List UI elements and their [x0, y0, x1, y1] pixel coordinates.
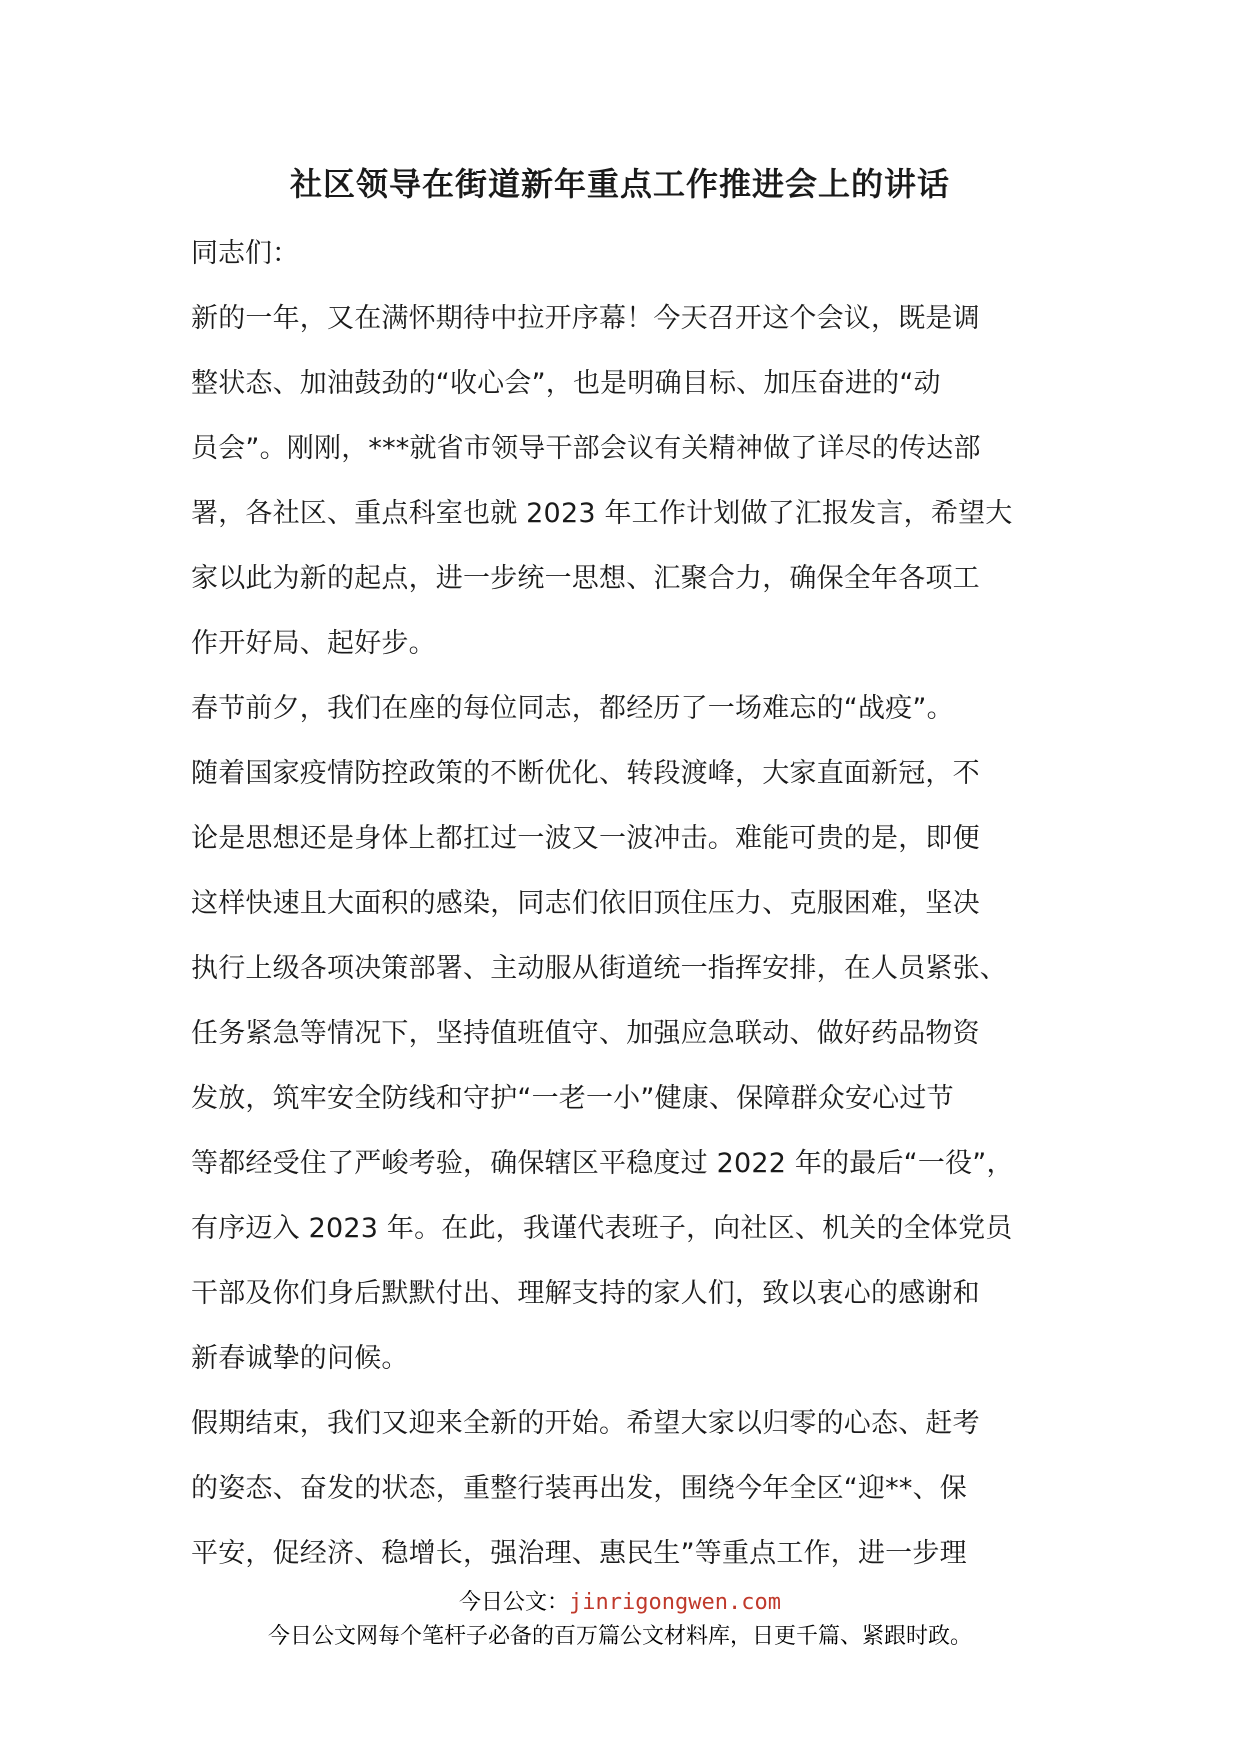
footer-site-link[interactable] [0, 1589, 1240, 1617]
body-line: 这样快速且大面积的感染，同志们依旧顶住压力、克服困难，坚决 [191, 888, 980, 919]
body-line: 家以此为新的起点，进一步统一思想、汇聚合力，确保全年各项工 [191, 563, 980, 594]
body-line: 员会”。刚刚，***就省市领导干部会议有关精神做了详尽的传达部 [191, 433, 981, 464]
body-line: 论是思想还是身体上都扛过一波又一波冲击。难能可贵的是，即便 [191, 823, 980, 854]
footer-site-label: 今日公文： [459, 1590, 570, 1615]
body-line: 干部及你们身后默默付出、理解支持的家人们，致以衷心的感谢和 [191, 1278, 980, 1309]
document-title: 社区领导在街道新年重点工作推进会上的讲话 [289, 165, 950, 203]
body-line: 假期结束，我们又迎来全新的开始。希望大家以归零的心态、赶考 [191, 1408, 980, 1439]
body-line: 的姿态、奋发的状态，重整行装再出发，围绕今年全区“迎**、保 [191, 1473, 967, 1504]
body-line: 执行上级各项决策部署、主动服从街道统一指挥安排，在人员紧张、 [191, 953, 1007, 984]
body-line: 新春诚挚的问候。 [191, 1343, 409, 1374]
body-line: 有序迈入 2023 年。在此，我谨代表班子，向社区、机关的全体党员 [191, 1213, 1013, 1244]
body-line: 整状态、加油鼓劲的“收心会”，也是明确目标、加压奋进的“动 [191, 368, 941, 399]
body-line: 发放，筑牢安全防线和守护“一老一小”健康、保障群众安心过节 [191, 1083, 954, 1114]
body-line: 作开好局、起好步。 [191, 628, 436, 659]
body-line: 新的一年，又在满怀期待中拉开序幕！今天召开这个会议，既是调 [191, 303, 980, 334]
body-line: 任务紧急等情况下，坚持值班值守、加强应急联动、做好药品物资 [191, 1018, 980, 1049]
footer-site-url[interactable]: jinrigongwen.com [569, 1590, 781, 1615]
body-line: 平安，促经济、稳增长，强治理、惠民生”等重点工作，进一步理 [191, 1538, 967, 1569]
body-line: 春节前夕，我们在座的每位同志，都经历了一场难忘的“战疫”。 [191, 693, 954, 724]
salutation: 同志们： [191, 238, 299, 269]
body-line: 署，各社区、重点科室也就 2023 年工作计划做了汇报发言，希望大 [191, 498, 1013, 529]
body-line: 等都经受住了严峻考验，确保辖区平稳度过 2022 年的最后“一役”， [191, 1148, 1014, 1179]
body-line: 随着国家疫情防控政策的不断优化、转段渡峰，大家直面新冠，不 [191, 758, 980, 789]
footer-slogan: 今日公文网每个笔杆子必备的百万篇公文材料库，日更千篇、紧跟时政。 [267, 1624, 972, 1649]
